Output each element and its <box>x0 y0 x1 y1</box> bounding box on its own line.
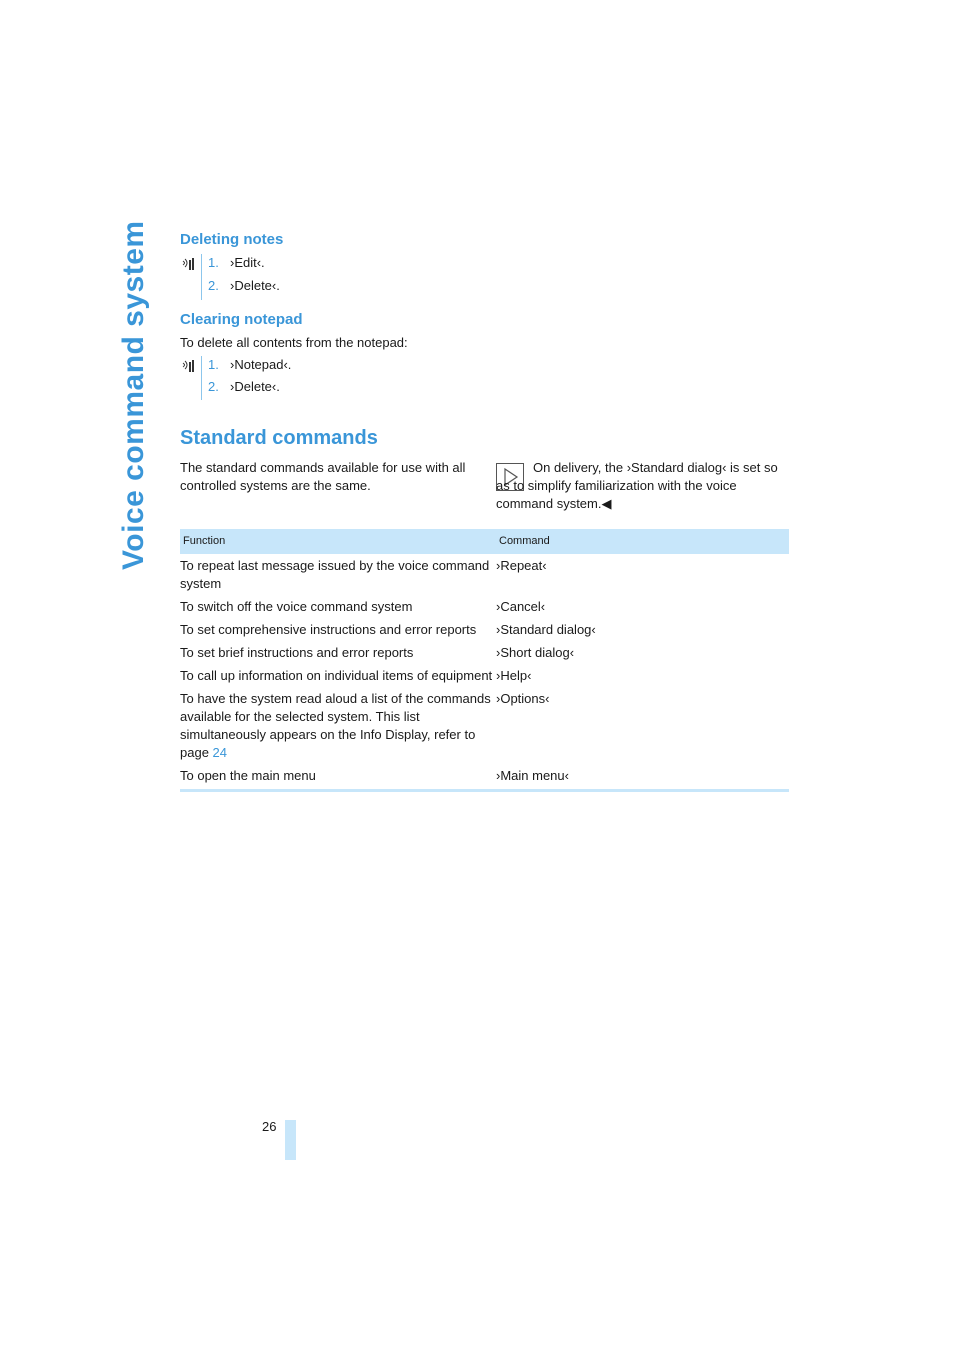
delivery-note: On delivery, the ›Standard dialog‹ is set so as to simplify familiarization with the voice command system.◀ <box>496 460 778 511</box>
voice-command-icon <box>182 358 194 372</box>
step-bar <box>201 356 202 400</box>
step-bar <box>201 254 202 300</box>
clearing-notepad-steps <box>180 356 480 400</box>
function-cell: To repeat last message issued by the voice command system <box>180 558 490 591</box>
command-cell: ›Short dialog‹ <box>496 645 575 660</box>
table-row <box>180 664 789 687</box>
table-row <box>180 595 789 618</box>
page-reference-link[interactable]: 24 <box>212 745 228 760</box>
function-cell: To switch off the voice command system <box>180 599 413 614</box>
deleting-notes-steps <box>180 254 480 300</box>
column-header-command: Command <box>496 529 789 554</box>
command-cell: ›Help‹ <box>496 668 532 683</box>
command-cell: ›Main menu‹ <box>496 764 789 791</box>
section-side-title: Voice command system <box>117 220 150 570</box>
clearing-notepad-intro: To delete all contents from the notepad: <box>180 335 408 350</box>
command-cell: ›Standard dialog‹ <box>496 622 596 637</box>
table-row <box>180 641 789 664</box>
step-item: 1. ›Edit‹. <box>208 255 265 270</box>
page-number-bar <box>285 1120 296 1160</box>
voice-command-icon <box>182 256 194 270</box>
command-cell: ›Repeat‹ <box>496 558 547 573</box>
function-cell: To set comprehensive instructions and error reports <box>180 622 477 637</box>
function-cell: To open the main menu <box>180 764 496 791</box>
deleting-notes-heading: Deleting notes <box>180 231 284 248</box>
standard-commands-heading: Standard commands <box>180 427 378 449</box>
function-cell: To have the system read aloud a list of the commands available for the selected system. This list simultaneously appears on the Info Display, refer to page 24 <box>180 691 491 760</box>
step-item: 1. ›Notepad‹. <box>208 357 292 372</box>
step-item: 2. ›Delete‹. <box>208 278 280 293</box>
step-item: 2. ›Delete‹. <box>208 379 280 394</box>
command-cell: ›Options‹ <box>496 691 550 706</box>
page-number: 26 <box>262 1119 277 1134</box>
function-cell: To set brief instructions and error reports <box>180 645 414 660</box>
column-header-function: Function <box>180 529 496 554</box>
standard-commands-intro: The standard commands available for use with all controlled systems are the same. <box>180 460 466 493</box>
command-cell: ›Cancel‹ <box>496 599 546 614</box>
table-row <box>180 554 789 595</box>
function-cell: To call up information on individual items of equipment <box>180 668 493 683</box>
table-header-row <box>180 529 789 554</box>
clearing-notepad-heading: Clearing notepad <box>180 311 303 328</box>
table-row <box>180 618 789 641</box>
table-row <box>180 764 789 791</box>
standard-commands-table <box>180 529 789 792</box>
table-row <box>180 687 789 764</box>
